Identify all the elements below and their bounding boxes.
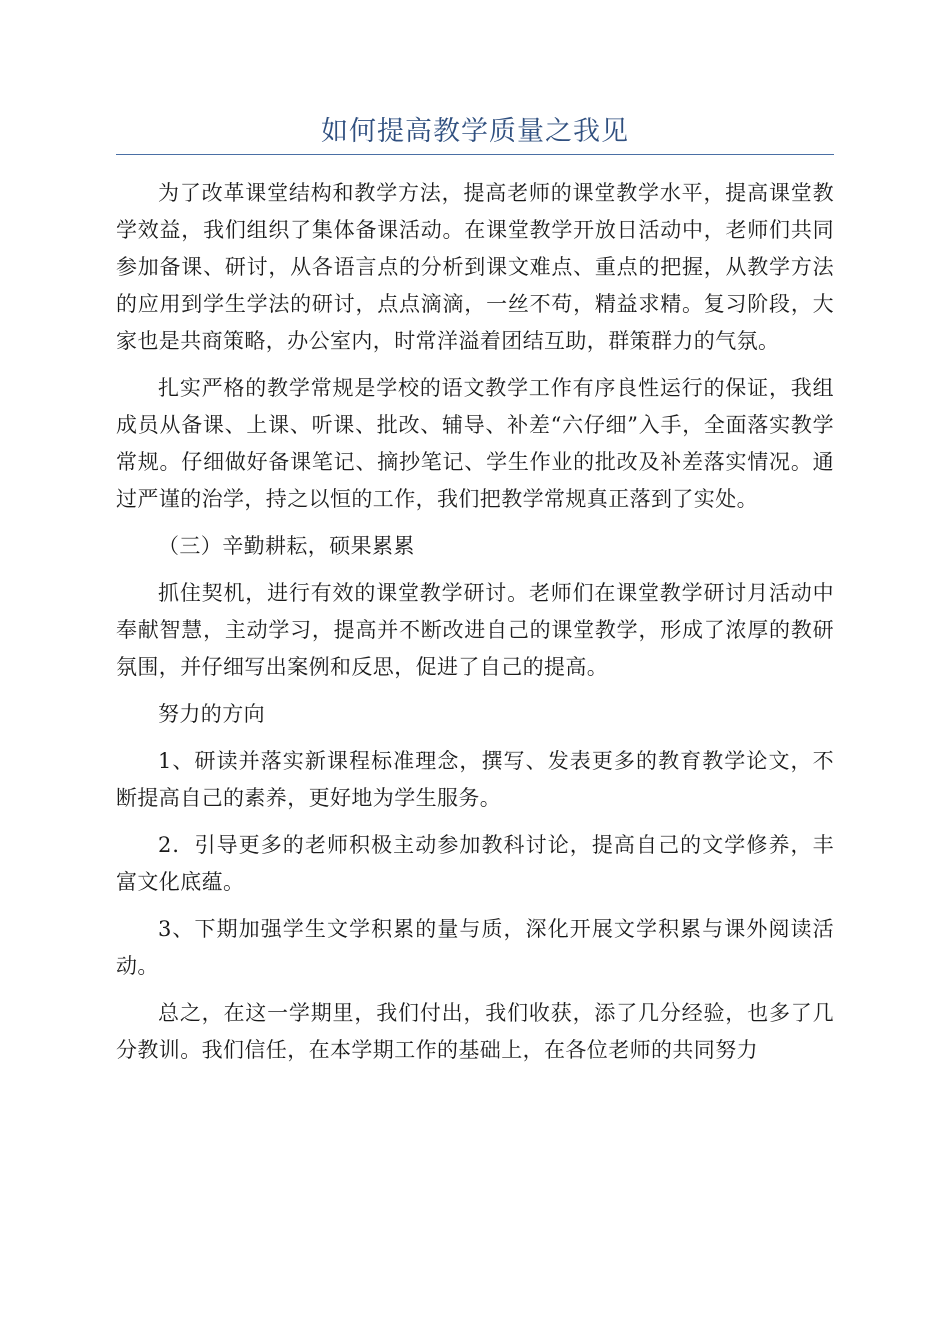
list-item-3: 3、下期加强学生文学积累的量与质，深化开展文学积累与课外阅读活动。	[116, 917, 834, 978]
paragraph-2: 扎实严格的教学常规是学校的语文教学工作有序良性运行的保证，我组成员从备课、上课、听课、批改、辅导、补差“六仔细”入手，全面落实教学常规。仔细做好备课笔记、摘抄笔记、学生作业的批改及补差落实情况。通过严谨的治学，持之以恒的工作，我们把教学常规真正落到了实处。	[116, 376, 834, 511]
paragraph-summary: 总之，在这一学期里，我们付出，我们收获，添了几分经验，也多了几分教训。我们信任，在本学期工作的基础上，在各位老师的共同努力	[116, 1001, 834, 1062]
section-heading-3: （三）辛勤耕耘，硕果累累	[158, 534, 415, 558]
paragraph-1: 为了改革课堂结构和教学方法，提高老师的课堂教学水平，提高课堂教学效益，我们组织了集体备课活动。在课堂教学开放日活动中，老师们共同参加备课、研讨，从各语言点的分析到课文难点、重点的把握，从教学方法的应用到学生学法的研讨，点点滴滴，一丝不苟，精益求精。复习阶段，大家也是共商策略，办公室内，时常洋溢着团结互助，群策群力的气氛。	[116, 181, 834, 353]
list-item-2: 2．引导更多的老师积极主动参加教科讨论，提高自己的文学修养，丰富文化底蕴。	[116, 833, 834, 894]
section-heading-direction: 努力的方向	[158, 702, 265, 726]
paragraph-4: 抓住契机，进行有效的课堂教学研讨。老师们在课堂教学研讨月活动中奉献智慧，主动学习，提高并不断改进自己的课堂教学，形成了浓厚的教研氛围，并仔细写出案例和反思，促进了自己的提高。	[116, 581, 834, 679]
list-item-1: 1、研读并落实新课程标准理念，撰写、发表更多的教育教学论文，不断提高自己的素养，更好地为学生服务。	[116, 749, 834, 810]
title-underline	[116, 154, 834, 155]
document-title: 如何提高教学质量之我见	[321, 116, 629, 147]
document-body	[116, 175, 834, 1079]
